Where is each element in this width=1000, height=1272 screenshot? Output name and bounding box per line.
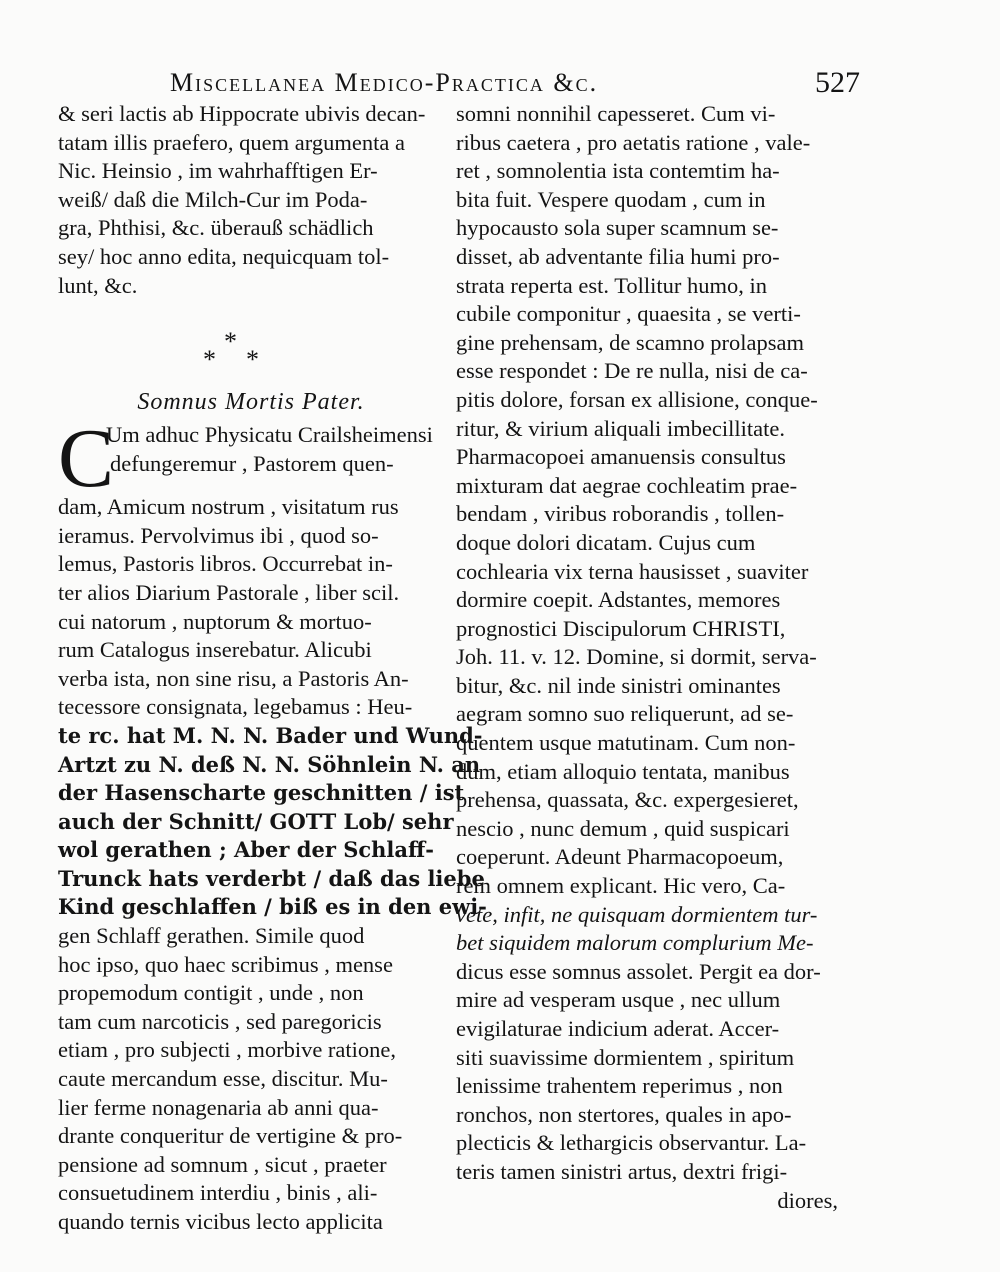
text-line: & seri lactis ab Hippocrate ubivis decan- <box>58 101 426 126</box>
text-line: lier ferme nonagenaria ab anni qua- <box>58 1094 379 1120</box>
text-line: pitis dolore, forsan ex allisione, conque- <box>456 386 818 412</box>
text-line: mire ad vesperam usque , nec ullum <box>456 987 781 1013</box>
asterism <box>58 328 444 385</box>
right-column <box>456 100 846 1215</box>
blackletter-line: Artzt zu N. deß N. N. Söhnlein N. an <box>58 751 481 777</box>
text-line: ter alios Diarium Pastorale , liber scil. <box>58 579 400 605</box>
text-line: tam cum narcoticis , sed paregoricis <box>58 1008 382 1034</box>
text-line: hypocausto sola super scamnum se- <box>456 215 779 241</box>
asterism-star-right: * <box>246 345 259 375</box>
text-line: ieramus. Pervolvimus ibi , quod so- <box>58 522 379 548</box>
text-line: esse respondet : De re nulla, nisi de ca- <box>456 358 808 384</box>
text-line: Pharmacopoei amanuensis consultus <box>456 444 786 470</box>
blackletter-line: wol gerathen ; Aber der Schlaff- <box>58 837 434 863</box>
text-line: teris tamen sinistri artus, dextri frigi- <box>456 1158 788 1184</box>
text-line: dicus esse somnus assolet. Pergit ea dor- <box>456 958 821 984</box>
section-title: Somnus Mortis Pater. <box>137 389 365 416</box>
text-line: gen Schlaff gerathen. Simile quod <box>58 923 365 949</box>
text-line: sey/ hoc anno edita, nequicquam tol- <box>58 243 390 269</box>
text-line: ret , somnolentia ista contemtim ha- <box>456 158 780 184</box>
text-line: hoc ipso, quo haec scribimus , mense <box>58 951 393 977</box>
blackletter-line: te rc. hat M. N. N. Bader und Wund- <box>58 722 483 748</box>
text-line: pensione ad somnum , sicut , praeter <box>58 1151 387 1177</box>
text-line: drante conqueritur de vertigine & pro- <box>58 1123 403 1149</box>
text-line: Joh. 11. v. 12. Domine, si dormit, serva- <box>456 644 817 670</box>
text-line: etiam , pro subjecti , morbive ratione, <box>58 1037 397 1063</box>
text-line: cui natorum , nuptorum & mortuo- <box>58 608 372 634</box>
text-line: plecticis & lethargicis observantur. La- <box>456 1130 807 1156</box>
blackletter-line: Trunck hats verderbt / daß das liebe <box>58 865 485 891</box>
text-line: prognostici Discipulorum CHRISTI, <box>456 615 786 641</box>
text-line: dormire coepit. Adstantes, memores <box>456 587 781 613</box>
text-line: lemus, Pastoris libros. Occurrebat in- <box>58 551 393 577</box>
text-line: Nic. Heinsio , im wahrhafftigen Er- <box>58 158 378 184</box>
blackletter-line: Kind geschlaffen / biß es in den ewi- <box>58 894 487 920</box>
text-line: nescio , nunc demum , quid suspicari <box>456 815 790 841</box>
text-line: tecessore consignata, legebamus : Heu- <box>58 694 413 720</box>
text-line: bendam , viribus roborandis , tollen- <box>456 501 785 527</box>
blackletter-line: auch der Schnitt/ GOTT Lob/ sehr <box>58 808 454 834</box>
text-line: somni nonnihil capesseret. Cum vi- <box>456 101 776 126</box>
text-line: verba ista, non sine risu, a Pastoris An- <box>58 665 409 691</box>
text-line: consuetudinem interdiu , binis , ali- <box>58 1180 378 1206</box>
text-line: siti suavissime dormientem , spiritum <box>456 1044 795 1070</box>
text-line: prehensa, quassata, &c. expergesieret, <box>456 787 799 813</box>
text-line: mixturam dat aegrae cochleatim prae- <box>456 472 798 498</box>
text-line: cubile componitur , quaesita , se verti- <box>456 301 801 327</box>
text-line: quando ternis vicibus lecto applicita <box>58 1209 383 1234</box>
text-line: coeperunt. Adeunt Pharmacopoeum, <box>456 844 784 870</box>
text-line: doque dolori dicatam. Cujus cum <box>456 529 756 555</box>
text-line: weiß/ daß die Milch-Cur im Poda- <box>58 186 368 212</box>
text-line: lunt, &c. <box>58 272 138 298</box>
text-line: dum, etiam alloquio tentata, manibus <box>456 758 790 784</box>
text-line: strata reperta est. Tollitur humo, in <box>456 272 768 298</box>
running-title: Miscellanea Medico-Practica &c. <box>170 68 599 97</box>
left-column <box>58 100 487 1237</box>
text-line: tatam illis praefero, quem argumenta a <box>58 129 405 155</box>
text-line: bita fuit. Vespere quodam , cum in <box>456 186 766 212</box>
text-line: ribus caetera , pro aetatis ratione , vale- <box>456 129 811 155</box>
drop-cap: C <box>58 412 115 506</box>
catchword: diores, <box>777 1187 838 1213</box>
text-line: rem omnem explicant. Hic vero, Ca- <box>456 873 786 899</box>
page-header <box>170 62 860 104</box>
section-body <box>58 412 487 1236</box>
text-line: quentem usque matutinam. Cum non- <box>456 730 796 756</box>
text-line: evigilaturae indicium aderat. Accer- <box>456 1016 780 1041</box>
blackletter-line: der Hasenscharte geschnitten / ist <box>58 780 465 806</box>
text-line: disset, ab adventante filia humi pro- <box>456 243 780 269</box>
text-line: caute mercandum esse, discitur. Mu- <box>58 1066 388 1092</box>
asterism-star-left: * <box>203 345 216 375</box>
text-line: aegram somno suo reliquerunt, ad se- <box>456 701 794 727</box>
text-line: defungeremur , Pastorem quen- <box>110 450 394 476</box>
left-top-block <box>58 100 444 300</box>
text-line: bet siquidem malorum complurium Me- <box>456 930 814 956</box>
text-line: ronchos, non stertores, quales in apo- <box>456 1101 792 1127</box>
text-line: lenissime trahentem reperimus , non <box>456 1073 783 1099</box>
text-line: dam, Amicum nostrum , visitatum rus <box>58 494 399 520</box>
text-line: vete, infit, ne quisquam dormientem tur- <box>456 901 818 927</box>
page-number: 527 <box>815 66 860 99</box>
text-line: Um adhuc Physicatu Crailsheimensi <box>106 422 433 448</box>
text-line: gra, Phthisi, &c. überauß schädlich <box>58 215 374 241</box>
asterism-star-top: * <box>224 327 237 357</box>
text-line: rum Catalogus inserebatur. Alicubi <box>58 637 372 663</box>
text-line: ritur, & virium aliquali imbecillitate. <box>456 415 786 441</box>
text-line: gine prehensam, de scamno prolapsam <box>456 329 805 355</box>
text-line: propemodum contigit , unde , non <box>58 980 364 1006</box>
text-line: bitur, &c. nil inde sinistri ominantes <box>456 672 781 698</box>
text-line: cochlearia vix terna hausisset , suaviter <box>456 558 809 584</box>
